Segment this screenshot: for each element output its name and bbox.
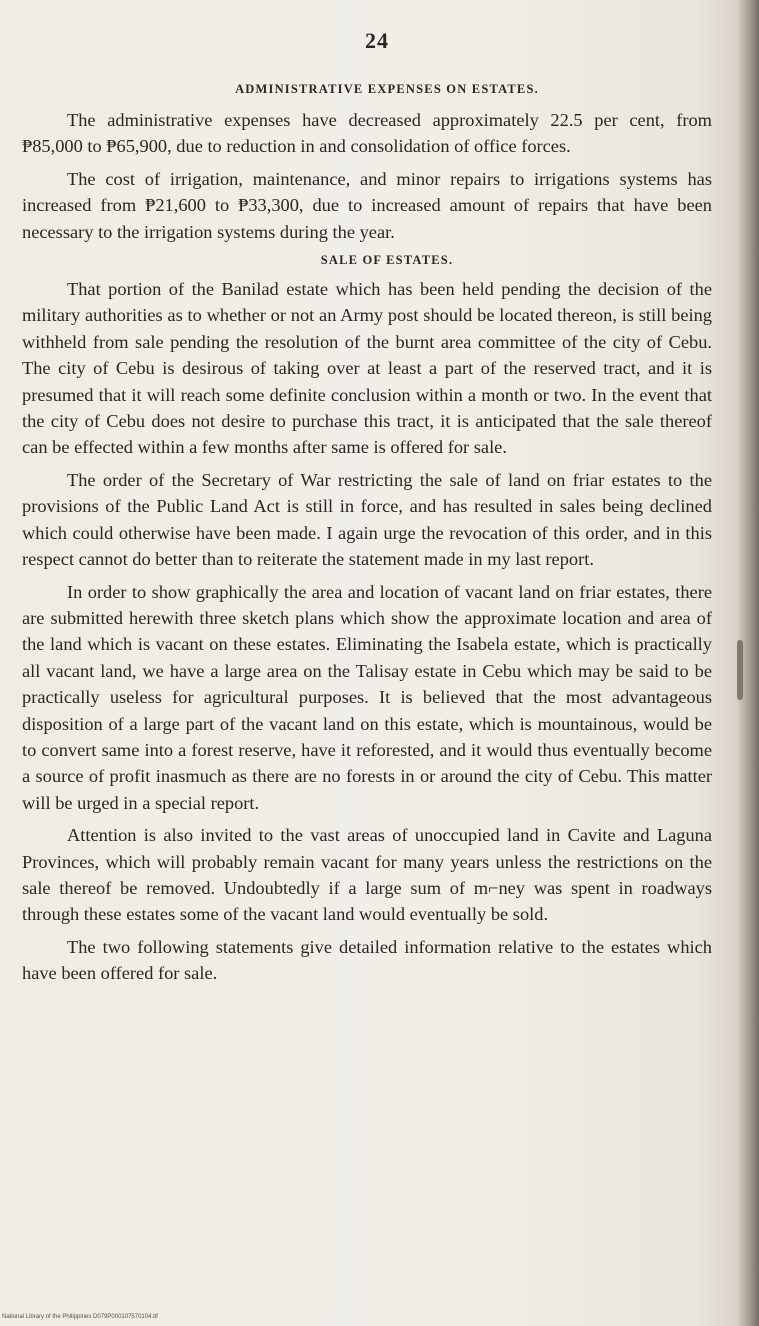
book-spine-shadow <box>737 0 759 1326</box>
page-content <box>22 28 712 993</box>
paragraph: Attention is also invited to the vast areas of unoccupied land in Cavite and Laguna Provinces, which will probably remain vacant for many years unless the restrictions on the sale thereof be removed. Undoubtedly if a large sum of m⌐ney was spent in roadways through these estates some of the vacant land would eventually be sold. <box>22 825 712 925</box>
paragraph: The cost of irrigation, maintenance, and minor repairs to irrigations systems has increased from ₱21,600 to ₱33,300, due to increased amount of repairs that have been necessary to the irrigation systems during the year. <box>22 168 712 242</box>
scan-footer: National Library of the Philippines D079P000107570104.tif <box>2 1314 158 1320</box>
paragraph: That portion of the Banilad estate which has been held pending the decision of the military authorities as to whether or not an Army post should be located thereon, is still being withheld from sale pending the resolution of the burnt area committee of the city of Cebu. The city of Cebu is desirous of taking over at least a part of the reserved tract, and it is presumed that it will reach some definite conclusion within a month or two. In the event that the city of Cebu does not desire to purchase this tract, it is anticipated that the sale thereof can be effected within a few months after same is offered for sale. <box>22 279 712 458</box>
section-heading-sale-of-estates: SALE OF ESTATES. <box>320 253 454 268</box>
paragraph: The two following statements give detailed information relative to the estates which have been offered for sale. <box>22 936 712 984</box>
binding-mark <box>737 640 743 700</box>
section-heading-administrative-expenses: ADMINISTRATIVE EXPENSES ON ESTATES. <box>235 82 539 96</box>
paragraph: The order of the Secretary of War restricting the sale of land on friar estates to the provisions of the Public Land Act is still in force, and has resulted in sales being declined which could otherwise have been made. I again urge the revocation of this order, and in this respect cannot do better than to reiterate the statement made in my last report. <box>22 469 712 570</box>
page-number: 24 <box>365 28 389 53</box>
paragraph: The administrative expenses have decreased approximately 22.5 per cent, from ₱85,000 to ₱65,900, due to reduction in and consolidation of office forces. <box>22 110 712 157</box>
paragraph: In order to show graphically the area and location of vacant land on friar estates, there are submitted herewith three sketch plans which show the approximate location and area of the land which is vacant on these estates. Eliminating the Isabela estate, which is practically all vacant land, we have a large area on the Talisay estate in Cebu which may be said to be practically useless for agricultural purposes. It is believed that the most advantageous disposition of a large part of the vacant land on this estate, which is mountainous, would be to convert same into a forest reserve, have it reforested, and it would thus eventually become a source of profit inasmuch as there are no forests in or around the city of Cebu. This matter will be urged in a special report. <box>22 581 712 813</box>
